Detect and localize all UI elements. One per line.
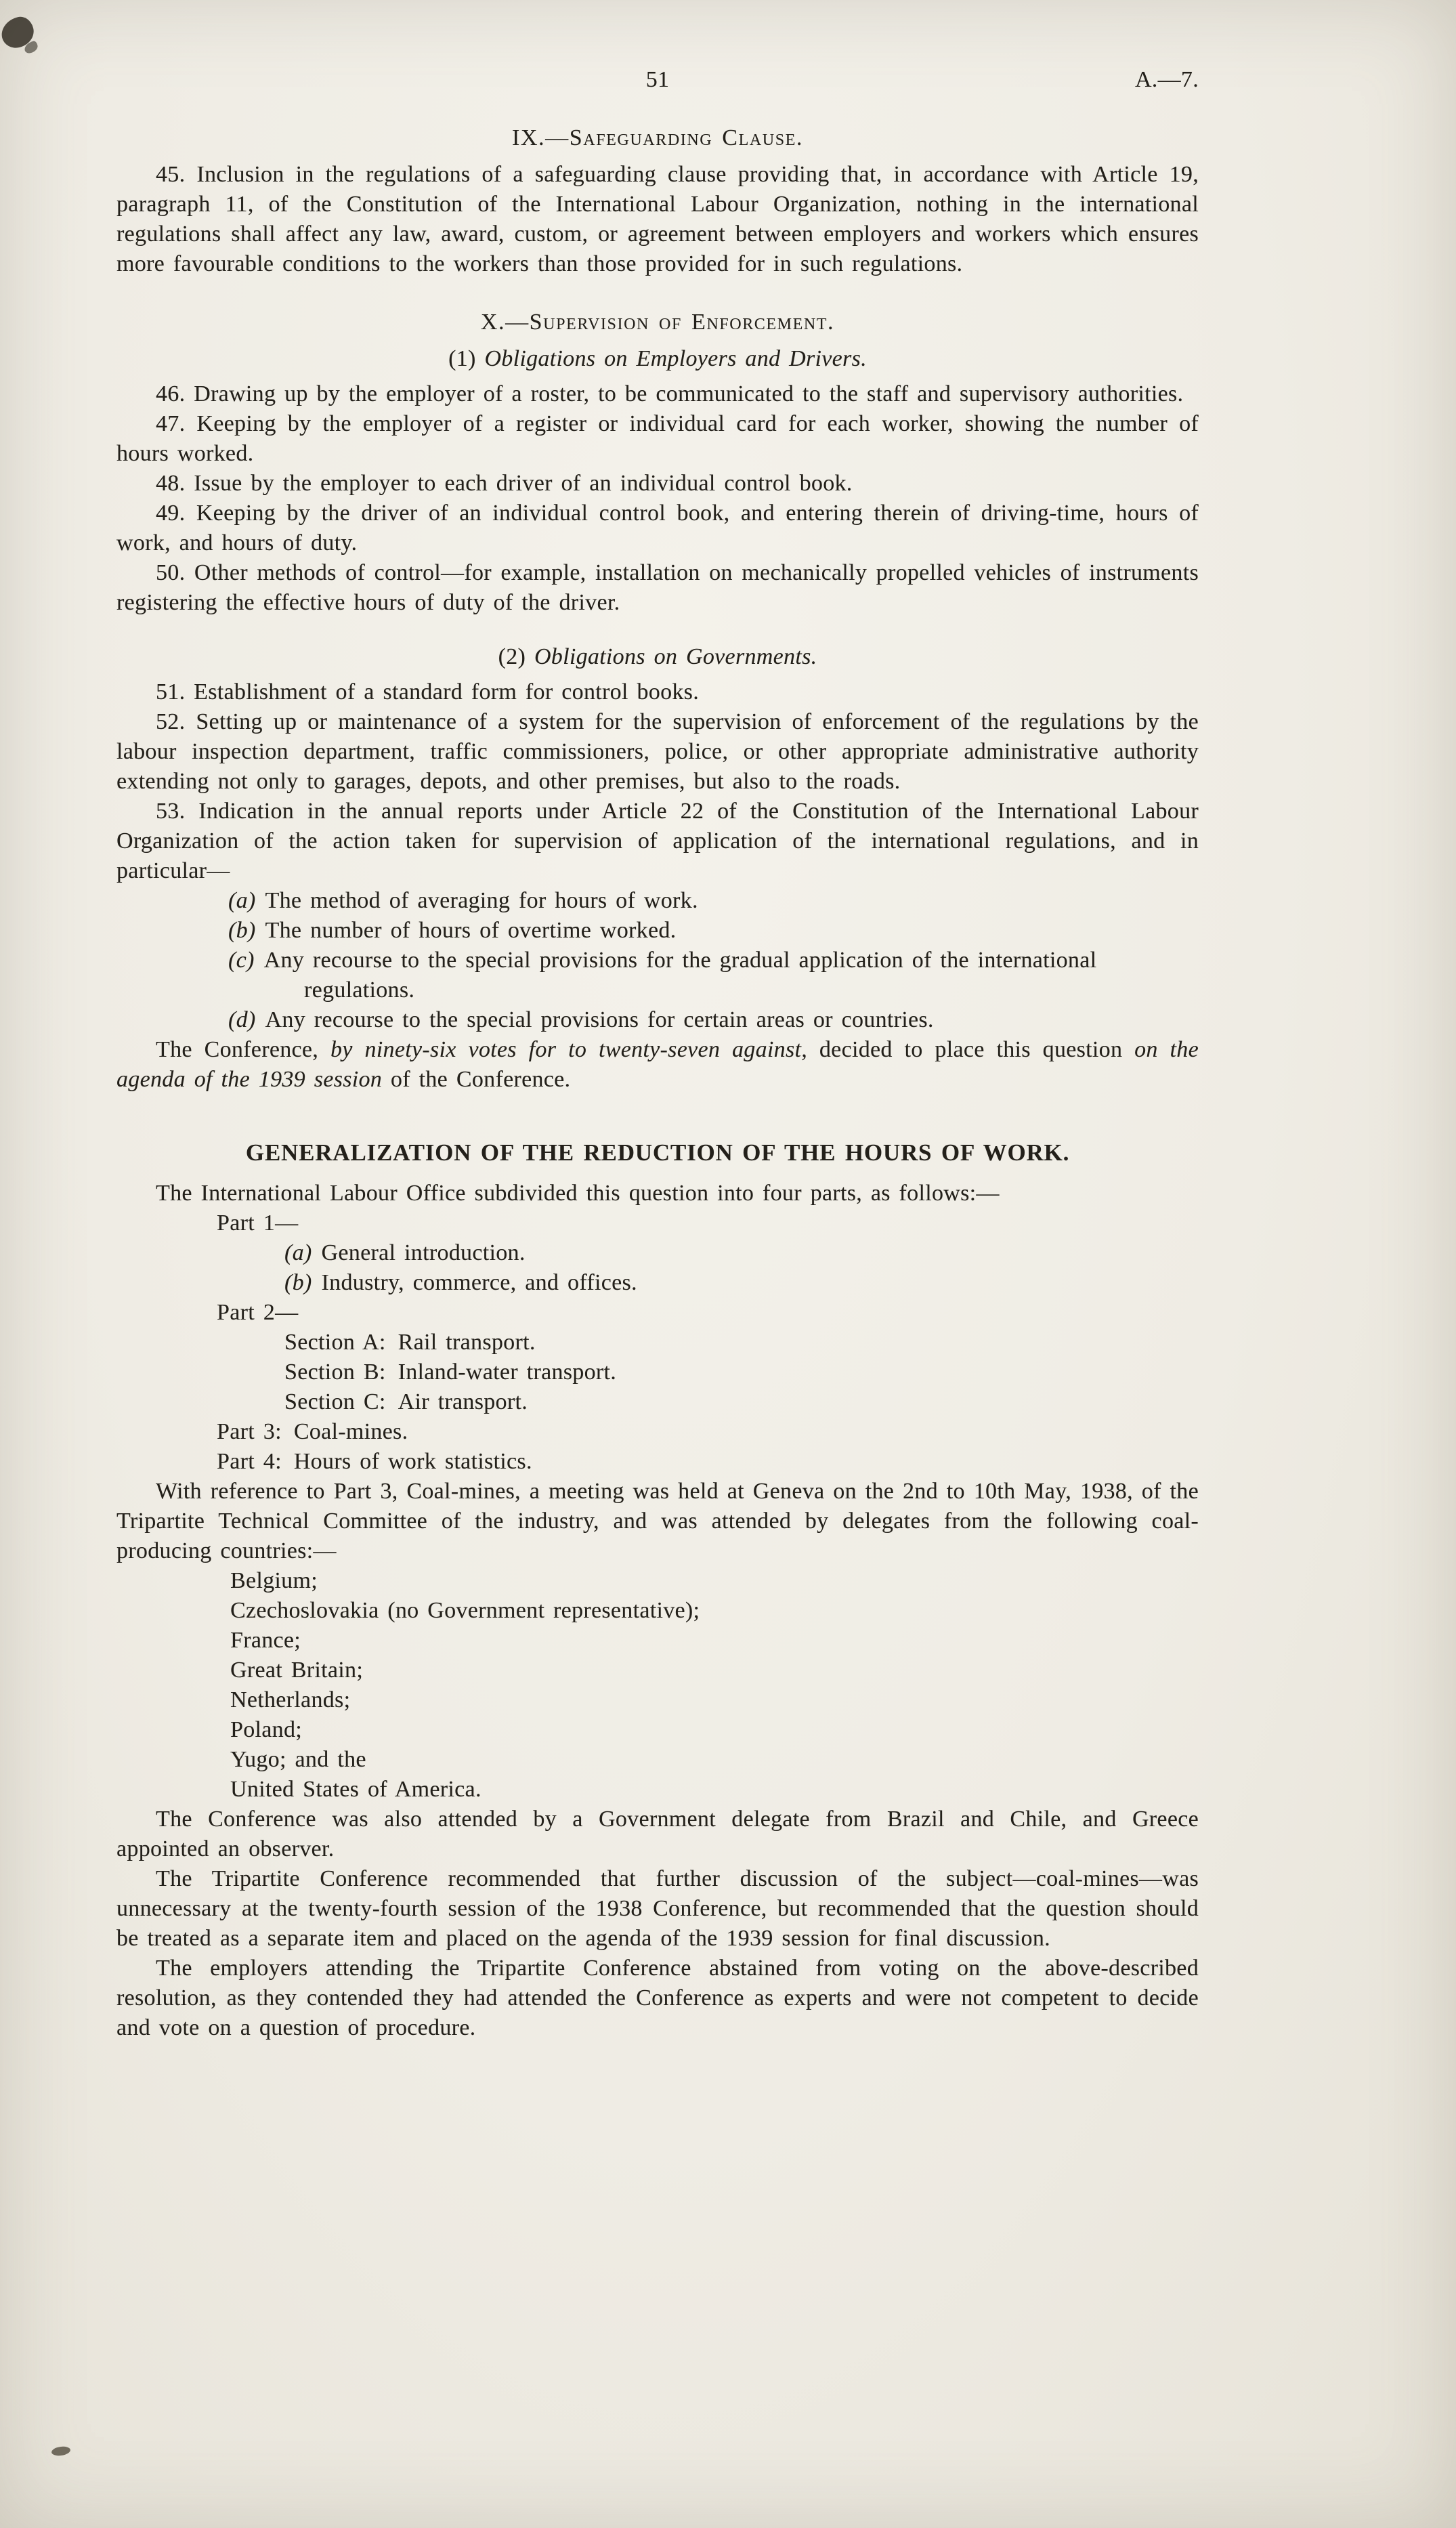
paragraph-decision (116, 1035, 1199, 1095)
section-x-heading: X.—Supervision of Enforcement. (480, 310, 835, 335)
paragraph-48: 48. Issue by the employer to each driver of an individual control book. (156, 471, 853, 496)
paragraph-46: 46. Drawing up by the employer of a roster, to be communicated to the staff and supervisory authorities. (156, 381, 1184, 406)
country-france: France; (230, 1628, 301, 1653)
part-3-label: Part 3: (217, 1419, 282, 1444)
part-1-marker-b: (b) (284, 1270, 312, 1295)
country-netherlands: Netherlands; (230, 1687, 351, 1712)
generalization-intro: The International Labour Office subdivided this question into four parts, as follows:— (156, 1181, 1000, 1206)
country-united-states: United States of America. (230, 1777, 481, 1802)
paragraph-53: 53. Indication in the annual reports under Article 22 of the Constitution of the International Labour Organization of the action taken for supervision of application of the international regulations, and in particular— (116, 799, 1199, 883)
part-2-section-c (284, 1387, 1199, 1417)
list-marker-b: (b) (228, 918, 256, 943)
scan-artifact-top-left (0, 14, 37, 51)
subsection-2-number: (2) (498, 644, 526, 669)
section-a-text: Rail transport. (398, 1330, 536, 1355)
part-1-item-a (284, 1238, 1199, 1268)
subsection-2-heading (116, 642, 1199, 672)
decision-votes: by ninety-six votes for to twenty-seven against, (330, 1037, 808, 1062)
paragraph-52: 52. Setting up or maintenance of a system for the supervision of enforcement of the regulations by the labour inspection department, traffic commissioners, police, or other appropriate administrative authority extending not only to garages, depots, and other premises, but also to the roads. (116, 709, 1199, 794)
part-2-section-b (284, 1357, 1199, 1387)
paragraph-recommendation: The Tripartite Conference recommended that further discussion of the subject—coal-mines—was unnecessary at the twenty-fourth session of the 1938 Conference, but recommended that the question should be treated as a separate item and placed on the agenda of the 1939 session for final discussion. (116, 1866, 1199, 1951)
part-1-text-b: Industry, commerce, and offices. (321, 1270, 637, 1295)
subsection-1-number: (1) (448, 346, 476, 371)
paragraph-53-list (228, 886, 1199, 1035)
list-item-b (228, 916, 1199, 946)
country-czechoslovakia: Czechoslovakia (no Government representative); (230, 1598, 700, 1623)
section-b-label: Section B: (284, 1360, 386, 1385)
list-text-c: Any recourse to the special provisions for the gradual application of the international regulations. (263, 948, 1097, 1003)
paper-reference: A.—7. (1134, 67, 1199, 92)
country-list (116, 1566, 1199, 1805)
list-text-d: Any recourse to the special provisions for certain areas or countries. (265, 1007, 934, 1032)
list-text-b: The number of hours of overtime worked. (265, 918, 677, 943)
section-b-text: Inland-water transport. (398, 1360, 617, 1385)
paragraph-observer: The Conference was also attended by a Government delegate from Brazil and Chile, and Greece appointed an observer. (116, 1807, 1199, 1861)
part-1-marker-a: (a) (284, 1240, 312, 1265)
subsection-1-title: Obligations on Employers and Drivers. (484, 346, 867, 371)
section-c-label: Section C: (284, 1389, 386, 1414)
decision-text-2: decided to place this question (807, 1037, 1135, 1062)
subsection-2-title: Obligations on Governments. (534, 644, 817, 669)
part-3-text: Coal-mines. (293, 1419, 408, 1444)
list-item-c (228, 946, 1199, 1005)
scan-artifact-bottom-left (51, 2445, 71, 2457)
list-text-a: The method of averaging for hours of work. (265, 888, 698, 913)
decision-text-3: of the Conference. (382, 1067, 571, 1092)
part-1-label: Part 1— (217, 1210, 299, 1236)
part-4-line (217, 1447, 1199, 1477)
decision-agenda: on the agenda of the 1939 session (116, 1037, 1199, 1092)
section-a-label: Section A: (284, 1330, 386, 1355)
part-1-text-a: General introduction. (321, 1240, 526, 1265)
part-3-line (217, 1417, 1199, 1447)
page-number: 51 (645, 67, 670, 92)
paragraph-47: 47. Keeping by the employer of a register or individual card for each worker, showing the number of hours worked. (116, 411, 1199, 466)
list-marker-a: (a) (228, 888, 256, 913)
paragraph-45: 45. Inclusion in the regulations of a safeguarding clause providing that, in accordance with Article 19, paragraph 11, of the Constitution of the International Labour Organization, nothing in the international regulations shall affect any law, award, custom, or agreement between employers and workers which ensures more favourable conditions to the workers than those provided for in such regulations. (116, 162, 1199, 276)
paragraph-51: 51. Establishment of a standard form for control books. (156, 679, 700, 704)
paragraph-50: 50. Other methods of control—for example, installation on mechanically propelled vehicles of instruments registering the effective hours of duty of the driver. (116, 560, 1199, 615)
list-marker-c: (c) (228, 948, 255, 973)
country-belgium: Belgium; (230, 1568, 318, 1593)
list-item-d (228, 1005, 1199, 1035)
page-content (116, 65, 1199, 2043)
country-yugo: Yugo; and the (230, 1747, 366, 1772)
part-1-item-b (284, 1268, 1199, 1298)
section-c-text: Air transport. (398, 1389, 528, 1414)
part-2-section-a (284, 1328, 1199, 1357)
list-item-a (228, 886, 1199, 916)
subsection-1-heading (116, 344, 1199, 374)
part-4-label: Part 4: (217, 1449, 282, 1474)
part-2-label: Part 2— (217, 1300, 299, 1325)
decision-text-1: The Conference, (156, 1037, 330, 1062)
page-header (116, 65, 1199, 95)
list-marker-d: (d) (228, 1007, 256, 1032)
generalization-heading: GENERALIZATION OF THE REDUCTION OF THE HOURS OF WORK. (245, 1139, 1070, 1166)
country-great-britain: Great Britain; (230, 1658, 364, 1683)
paragraph-meeting: With reference to Part 3, Coal-mines, a meeting was held at Geneva on the 2nd to 10th May, 1938, of the Tripartite Technical Committee of the industry, and was attended by delegates from the following coal-producing countries:— (116, 1479, 1199, 1563)
part-4-text: Hours of work statistics. (293, 1449, 532, 1474)
paragraph-abstention: The employers attending the Tripartite Conference abstained from voting on the above-described resolution, as they contended they had attended the Conference as experts and were not competent to decide and vote on a question of procedure. (116, 1956, 1199, 2040)
country-poland: Poland; (230, 1717, 302, 1742)
section-ix-heading: IX.—Safeguarding Clause. (511, 125, 804, 150)
paragraph-49: 49. Keeping by the driver of an individual control book, and entering therein of driving-time, hours of work, and hours of duty. (116, 501, 1199, 555)
